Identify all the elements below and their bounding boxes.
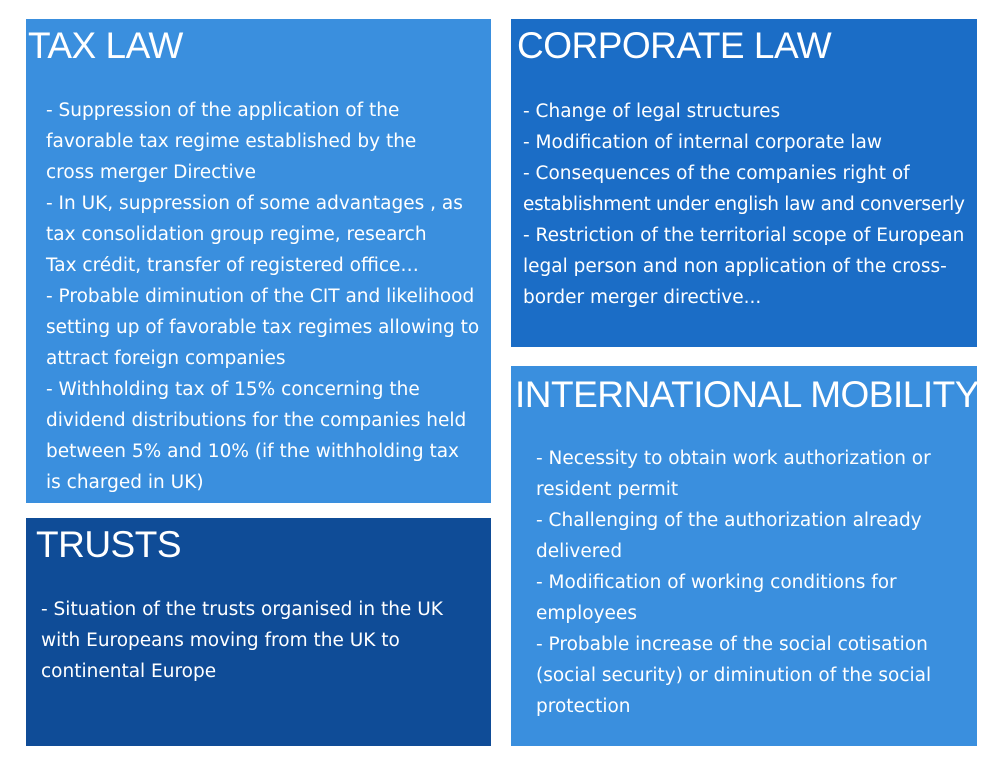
trusts-item-line: - Situation of the trusts organised in the UK (41, 599, 443, 620)
international-mobility-title: INTERNATIONAL MOBILITY (515, 374, 979, 415)
corporate-law-item (523, 220, 977, 313)
tax-law-item-line: between 5% and 10% (if the withholding tax (46, 441, 459, 462)
international-mobility-panel (511, 366, 977, 746)
tax-law-item-line: - Withholding tax of 15% concerning the (46, 379, 420, 400)
international-mobility-item (536, 443, 966, 505)
tax-law-item (46, 188, 491, 281)
trusts-item-line: with Europeans moving from the UK to (41, 630, 400, 651)
tax-law-item-line: - In UK, suppression of some advantages , as (46, 193, 463, 214)
international-mobility-item (536, 629, 966, 722)
corporate-law-item (523, 127, 977, 158)
international-mobility-item (536, 505, 966, 567)
tax-law-item-line: - Probable diminution of the CIT and likelihood (46, 286, 475, 307)
international-mobility-item-line: - Necessity to obtain work authorization or (536, 448, 931, 469)
international-mobility-item-line: employees (536, 603, 637, 624)
tax-law-item (46, 281, 491, 374)
international-mobility-item-line: (social security) or diminution of the social (536, 665, 932, 686)
corporate-law-item-line: - Consequences of the companies right of (523, 163, 910, 184)
corporate-law-item-line: - Restriction of the territorial scope of European (523, 225, 965, 246)
corporate-law-item (523, 158, 977, 220)
international-mobility-list (536, 443, 966, 722)
tax-law-item (46, 95, 491, 188)
trusts-list (41, 594, 481, 687)
tax-law-item-line: - Suppression of the application of the (46, 100, 400, 121)
corporate-law-item-line: border merger directive... (523, 287, 762, 308)
international-mobility-item-line: delivered (536, 541, 623, 562)
corporate-law-title: CORPORATE LAW (517, 25, 832, 66)
international-mobility-item-line: protection (536, 696, 631, 717)
international-mobility-item-line: - Challenging of the authorization already (536, 510, 922, 531)
tax-law-item-line: setting up of favorable tax regimes allowing to (46, 317, 480, 338)
tax-law-item-line: is charged in UK) (46, 472, 204, 493)
tax-law-item-line: favorable tax regime established by the (46, 131, 417, 152)
tax-law-panel (26, 19, 491, 503)
corporate-law-item-line: legal person and non application of the cross- (523, 256, 947, 277)
tax-law-item-line: attract foreign companies (46, 348, 286, 369)
tax-law-item-line: dividend distributions for the companies held (46, 410, 467, 431)
tax-law-title: TAX LAW (28, 25, 183, 66)
trusts-item-line: continental Europe (41, 661, 217, 682)
tax-law-item-line: tax consolidation group regime, research (46, 224, 427, 245)
trusts-title: TRUSTS (36, 524, 181, 565)
corporate-law-item-line: - Modification of internal corporate law (523, 132, 882, 153)
tax-law-item-line: Tax crédit, transfer of registered office… (46, 255, 419, 276)
international-mobility-item-line: - Probable increase of the social cotisation (536, 634, 928, 655)
international-mobility-item (536, 567, 966, 629)
corporate-law-item-line: - Change of legal structures (523, 101, 781, 122)
trusts-item (41, 594, 481, 687)
tax-law-item (46, 374, 491, 498)
trusts-panel (26, 518, 491, 746)
tax-law-list (46, 95, 491, 498)
corporate-law-item-line: establishment under english law and converserly (523, 194, 965, 215)
tax-law-item-line: cross merger Directive (46, 162, 257, 183)
corporate-law-panel (511, 19, 977, 347)
international-mobility-item-line: - Modification of working conditions for (536, 572, 897, 593)
corporate-law-item (523, 96, 977, 127)
corporate-law-list (523, 96, 977, 313)
international-mobility-item-line: resident permit (536, 479, 679, 500)
